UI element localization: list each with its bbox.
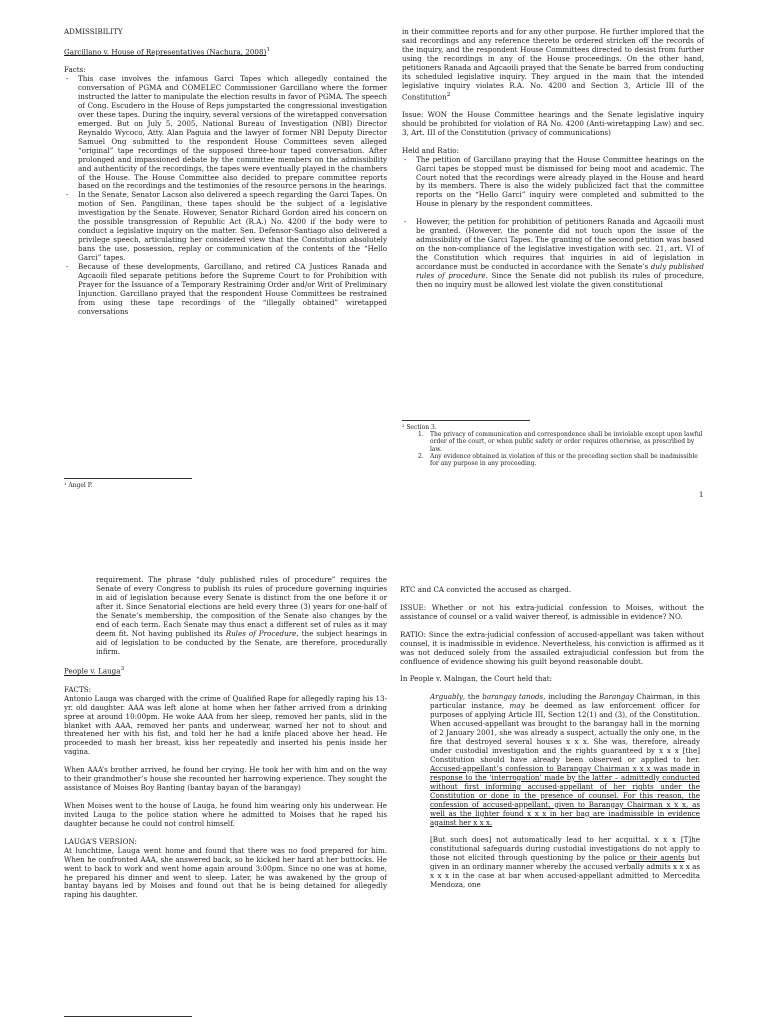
held-label: Held and Ratio: [402,145,459,155]
footnote-1: ¹ Angel P. [64,482,93,489]
held-bullet: - The petition of Garcillano praying that the House Committee hearings on the Garci tapes be stopped must be dismissed for being moot and academic. The Court noted that the recordings were already played in the House and heard by its members. There is also the widely publicized fact that the committee reports on the “Hello Garci” inquiry were completed and submitted to the House in plenary by the respondent committees. [402,156,704,210]
facts-label: Facts: [64,65,86,75]
facts-bullet: - In the Senate, Senator Lacson also delivered a speech regarding the Garci Tapes. On motion of Sen. Pangilinan, these tapes should be the subject of a legislative investigation by the Senate. However, Senator Richard Gordon aired his concern on the possible transgression of Republic Act (R.A.) No. 4200 if the body were to conduct a legislative inquiry on the matter. Sen. Defensor-Santiago also delivered a privilege speech, articulating her considered view that the Constitution absolutely bans the use, possession, replay or communication of the contents of the “Hello Garci” tapes. [64,191,387,263]
facts-list [64,75,387,317]
facts-label: FACTS: [64,684,92,694]
continued-paragraph: in their committee reports and for any other purpose. He further implored that the said recordings and any reference thereto be ordered stricken off the records of the inquiry, and the respondent House Committees directed to desist from further using the recordings in any of the House proceedings. On the other hand, petitioners Ranada and Agcaoili prayed that the Senate be barred from conducting its scheduled legislative inquiry. They argued in the main that the intended legislative inquiry violates R.A. No. 4200 and Section 3, Article III of the Constitution$^2$ [402,27,704,102]
footnote-divider [402,420,530,421]
version-paragraph: At lunchtime, Lauga went home and found that there was no food prepared for him. When he confronted AAA, she answered back, so he kicked her hard at her buttocks. He went to back to work and went home again around 3:00pm. Since no one was at home, he prepared his dinner and went to sleep. Later, he was awakened by the group of bantay bayans led by Moises and found out that he is being detained for allegedly raping his daughter. [64,845,387,900]
ratio-paragraph: RATIO: Since the extra-judicial confession of accused-appellant was taken without counsel, it is inadmissible in evidence. Nevertheless, his conviction is affirmed as it was not deduced solely from the assailed extrajudicial confession but from the confluence of evidence showing his guilt beyond reasonable doubt. [400,629,704,666]
page1-left-column [64,28,387,317]
held-list [402,156,704,290]
footnote-2-item: 1. The privacy of communication and correspondence shall be inviolable except upon lawful order of the court, or when public safety or order requires otherwise, as prescribed by law. [418,431,703,453]
page2-left-column [64,576,387,900]
footnote-divider [64,1016,192,1017]
footnote-2-item: 2. Any evidence obtained in violation of this or the preceding section shall be inadmissible for any purpose in any proceeding. [418,452,698,468]
footnote-2-list [402,431,704,467]
issue-paragraph: Issue: WON the House Committee hearings and the Senate legislative inquiry should be prohibited for violation of RA No. 4200 (Anti-wiretapping Law) and sec. 3, Art. III of the Constitution (privacy of communications) [402,109,704,137]
page2-right-column [400,586,704,890]
case-title-fn-mark: 1 [266,45,271,53]
footnote-2-title: ² Section 3. [402,424,437,431]
issue-paragraph: ISSUE: Whether or not his extra-judicial confession to Moises, without the assistance of counsel or a valid waiver thereof, is admissible in evidence? NO. [400,602,704,621]
facts-bullet: - Because of these developments, Garcillano, and retired CA Justices Ranada and Agcaoili filed separate petitions before the Supreme Court to for Prohibition with Prayer for the Issuance of a Temporary Restraining Order and/or Writ of Preliminary Injunction. Garcillano prayed that the respondent House Committees be restrained from using these tape recordings of the “illegally obtained” wiretapped conversations [64,263,387,317]
held-bullet: - However, the petition for prohibition of petitioners Ranada and Agcaoili must be granted. (However, the ponente did not touch upon the issue of the admissibility of the Garci Tapes. The granting of the second petition was based on the non-compliance of the legislative investigation with sec. 21, art. VI of the Constitution which requires that inquiries in aid of legislation in accordance must be conducted in accordance with the Senate’s duly published rules of procedure. Since the Senate did not publish its rules of procedure, then no inquiry must be allowed lest violate the given constitutional [402,218,704,290]
lower-courts-paragraph: RTC and CA convicted the accused as charged. [400,585,572,594]
version-label: LAUGA’S VERSION: [64,836,137,846]
facts-paragraph: Antonio Lauga was charged with the crime of Qualified Rape for allegedly raping his 13-yr. old daughter. AAA was left alone at home when her father arrived from a drinking spree at around 10:00pm. He woke AAA from her sleep, removed her pants, slid in the blanket with AAA, removed her pants and underwear, warned her not to shout and threatened her with his fist, and told her he had a knife placed above her head. He proceeded to mash her breast, kiss her repeatedly and inserted his penis inside her vagina. [64,693,387,757]
page-number: 1 [699,491,704,499]
footnote-2 [402,424,704,467]
page1-right-column [402,28,704,290]
facts-paragraph: When AAA’s brother arrived, he found her crying. He took her with him and on the way to their grandmother’s house she recounted her harrowing experience. They sought the assistance of Moises Boy Banting (bantay bayan of the barangay) [64,765,387,793]
footnote-divider [64,478,192,479]
continued-requirement: requirement. The phrase “duly published rules of procedure” requires the Senate of every Congress to publish its rules of procedure governing inquiries in aid of legislation because every Senate is distinct from the one before it or after it. Since Senatorial elections are held every three (3) years for one-half of the Senate’s membership, the composition of the Senate also changes by the end of each term. Each Senate may thus enact a different set of rules as it may deem fit. Not having published its Rules of Procedure, the subject hearings in aid of legislation to be conducted by the Senate, are therefore, procedurally infirm. [96,575,388,656]
case-title-lauga: People v. Lauga$^3$ [64,665,125,676]
malngan-intro: In People v. Malngan, the Court held that: [400,674,553,684]
block-quote: Arguably, the barangay tanods, including the Barangay Chairman, in this particular instance, may be deemed as law enforcement officer for purposes of applying Article III, Section 12(1) and (3), of the Constitution. When accused-appellant was brought to the barangay hall in the morning of 2 January 2001, she was already a suspect, actually the only one, in the fire that destroyed several houses x x x. She was, therefore, already under custodial investigation and the rights guaranteed by x x x [the] Constitution should have already been observed or applied to her. Accused-appellant’s confession to Barangay Chairman x x x was made in response to the ‘interrogation’ made by the latter – admittedly conducted without first informing accused-appellant of her rights under the Constitution or done in the presence of counsel. For this reason, the confession of accused-appellant, given to Barangay Chairman x x x, as well as the lighter found x x x in her bag are inadmissible in evidence against her x x x. [430,692,700,827]
case-title: Garcillano v. House of Representatives (Nachura, 2008)$^1$ [64,45,271,57]
facts-bullet: - This case involves the infamous Garci Tapes which allegedly contained the conversation of PGMA and COMELEC Commissioner Garcillano where the former instructed the latter to manipulate the election results in favor of PGMA. The speech of Cong. Escudero in the House of Reps jumpstarted the congressional investigation over these tapes. During the inquiry, several versions of the wiretapped conversation emerged. But on July 5, 2005, National Bureau of Investigation (NBI) Director Reynaldo Wycoco, Atty. Alan Paguia and the lawyer of former NBI Deputy Director Samuel Ong submitted to the respondent House Committees seven alleged “original” tape recordings of the supposed three-hour taped conversation. After prolonged and impassioned debate by the committee members on the admissibility and authenticity of the recordings, the tapes were eventually played in the chambers of the House. The House Committee also decided to prepare committee reports based on the recordings and the testimonies of the resource persons in the hearings. [64,75,387,191]
page-2 [0,566,768,1024]
block-quote: [But such does] not automatically lead to her acquittal. x x x [T]he constitutional safeguards during custodial investigations do not apply to those not elicited through questioning by the police or their agents but given in an ordinary manner whereby the accused verbally admits x x x as x x x in the case at bar when accused-appellant admitted to Mercedita Mendoza, one [430,835,700,890]
section-header: ADMISSIBILITY [64,27,123,36]
facts-paragraph: When Moises went to the house of Lauga, he found him wearing only his underwear. He invited Lauga to the police station where he admitted to Moises that he raped his daughter because he could not control himself. [64,800,387,828]
